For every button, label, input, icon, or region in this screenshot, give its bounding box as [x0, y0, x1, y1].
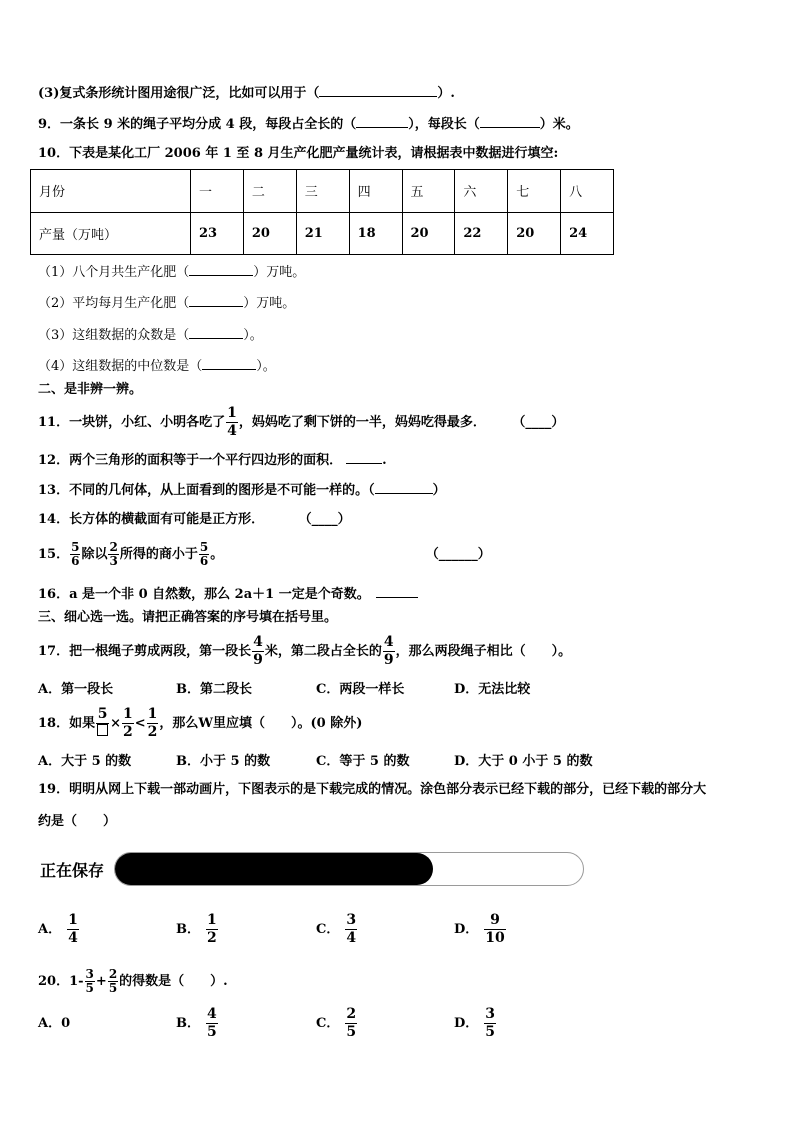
table-cell: 四 — [349, 170, 402, 213]
table-row — [31, 212, 614, 255]
option-b[interactable]: B．小于 5 的数 — [176, 754, 271, 769]
fraction: $\frac{1}{2}$ — [147, 706, 158, 740]
fraction: $\frac{2}{5}$ — [346, 1006, 357, 1040]
table-cell: 三 — [296, 170, 349, 213]
option-a[interactable]: A．第一段长 — [38, 682, 114, 697]
question-11: 11．一块饼，小红、小明各吃了 $\frac{1}{4}$ ，妈妈吃了剩下饼的一半，妈妈吃得最多． （____） — [38, 405, 565, 439]
question-18: 18．如果 5 × $\frac{1}{2}$ < $\frac{1}{2}$ ，那么W里应填（ ）。(0 除外) — [38, 706, 363, 740]
table-cell: 18 — [349, 212, 402, 255]
table-cell: 五 — [402, 170, 455, 213]
fraction: $\frac{2}{3}$ — [109, 540, 118, 568]
option-c[interactable]: C． $\frac{3}{4}$ — [316, 912, 357, 946]
answer-blank[interactable] — [319, 83, 437, 97]
table-cell: 月份 — [31, 170, 191, 213]
fraction: 5 — [96, 706, 109, 741]
download-progress-bar — [114, 852, 584, 886]
table-cell: 24 — [561, 212, 614, 255]
table-cell: 一 — [191, 170, 244, 213]
question-20: 20．1- $\frac{3}{5}$ + $\frac{2}{5}$ 的得数是（ ）. — [38, 967, 228, 995]
table-cell: 八 — [561, 170, 614, 213]
question-19-line1: 19．明明从网上下载一部动画片，下图表示的是下载完成的情况。涂色部分表示已经下载的部分，已经下载的部分大 — [38, 782, 707, 797]
answer-blank[interactable] — [375, 480, 433, 494]
question-10-3: （3）这组数据的众数是（ ）。 — [38, 325, 263, 345]
answer-blank[interactable] — [189, 262, 253, 276]
fraction: $\frac{5}{6}$ — [71, 540, 80, 568]
question-14: 14．长方体的横截面有可能是正方形． （____） — [38, 512, 351, 527]
question-10-1: （1）八个月共生产化肥（ ）万吨。 — [38, 262, 305, 282]
table-cell: 23 — [191, 212, 244, 255]
production-table — [30, 169, 614, 255]
table-cell: 22 — [455, 212, 508, 255]
question-15: 15． $\frac{5}{6}$ 除以 $\frac{2}{3}$ 所得的商小于 $\frac{5}{6}$ 。 （______） — [38, 540, 491, 568]
answer-blank[interactable] — [202, 356, 256, 370]
fraction: $\frac{1}{4}$ — [227, 405, 237, 439]
table-cell: 六 — [455, 170, 508, 213]
option-b[interactable]: B． $\frac{1}{2}$ — [176, 912, 217, 946]
table-header-row — [31, 170, 614, 213]
option-d[interactable]: D．无法比较 — [454, 682, 531, 697]
question-17: 17．把一根绳子剪成两段，第一段长 $\frac{4}{9}$ 米，第二段占全长的 $\frac{4}{9}$ ，那么两段绳子相比（ ）。 — [38, 634, 572, 668]
table-cell: 20 — [508, 212, 561, 255]
fraction: $\frac{5}{6}$ — [199, 540, 209, 568]
option-a[interactable]: A．0 — [38, 1016, 71, 1031]
answer-paren[interactable]: （____） — [512, 415, 565, 430]
fraction: $\frac{3}{5}$ — [85, 967, 94, 995]
option-c[interactable]: C．等于 5 的数 — [316, 754, 410, 769]
option-d[interactable]: D． $\frac{9}{10}$ — [454, 912, 505, 946]
answer-blank[interactable] — [356, 114, 408, 128]
fraction: $\frac{2}{5}$ — [108, 967, 118, 995]
fraction: $\frac{3}{5}$ — [485, 1006, 496, 1040]
option-a[interactable]: A． $\frac{1}{4}$ — [38, 912, 78, 946]
answer-blank[interactable] — [480, 114, 540, 128]
answer-blank[interactable] — [189, 293, 243, 307]
fraction: $\frac{1}{2}$ — [123, 706, 133, 740]
answer-blank[interactable] — [376, 584, 418, 598]
fraction: $\frac{4}{5}$ — [207, 1006, 217, 1040]
blank-square-icon — [97, 724, 108, 736]
question-13: 13．不同的几何体，从上面看到的图形是不可能一样的。（ ） — [38, 480, 446, 500]
download-label: 正在保存 — [40, 861, 105, 880]
table-cell: 产量（万吨） — [31, 212, 191, 255]
answer-blank[interactable] — [189, 325, 243, 339]
table-cell: 21 — [296, 212, 349, 255]
table-cell: 20 — [402, 212, 455, 255]
question-16: 16．a 是一个非 0 自然数，那么 2a＋1 一定是个奇数。 — [38, 584, 418, 604]
option-d[interactable]: D． $\frac{3}{5}$ — [454, 1006, 496, 1040]
section-3-heading: 三、细心选一选。请把正确答案的序号填在括号里。 — [38, 610, 338, 625]
table-cell: 二 — [243, 170, 296, 213]
question-10-intro: 10．下表是某化工厂 2006 年 1 至 8 月生产化肥产量统计表，请根据表中数据进行填空: — [38, 146, 559, 161]
fraction: $\frac{1}{4}$ — [68, 912, 78, 946]
fraction: $\frac{4}{9}$ — [383, 634, 394, 668]
section-2-heading: 二、是非辨一辨。 — [38, 382, 143, 397]
question-10-2: （2）平均每月生产化肥（ ）万吨。 — [38, 293, 295, 313]
option-b[interactable]: B． $\frac{4}{5}$ — [176, 1006, 217, 1040]
option-c[interactable]: C． $\frac{2}{5}$ — [316, 1006, 357, 1040]
fraction: $\frac{4}{9}$ — [253, 634, 263, 668]
option-d[interactable]: D．大于 0 小于 5 的数 — [454, 754, 593, 769]
question-19-line2: 约是（ ） — [38, 814, 117, 829]
option-b[interactable]: B．第二段长 — [176, 682, 252, 697]
question-9: 9．一条长 9 米的绳子平均分成 4 段，每段占全长的（ ），每段长（ ）米。 — [38, 114, 579, 134]
table-cell: 七 — [508, 170, 561, 213]
question-8-3: (3)复式条形统计图用途很广泛，比如可以用于（ ）. — [38, 83, 455, 103]
question-12: 12．两个三角形的面积等于一个平行四边形的面积． . — [38, 450, 387, 470]
option-a[interactable]: A．大于 5 的数 — [38, 754, 132, 769]
fraction: $\frac{1}{2}$ — [207, 912, 217, 946]
question-10-4: （4）这组数据的中位数是（ ）。 — [38, 356, 276, 376]
option-c[interactable]: C．两段一样长 — [316, 682, 405, 697]
fraction: $\frac{3}{4}$ — [346, 912, 357, 946]
table-cell: 20 — [243, 212, 296, 255]
answer-paren[interactable]: （______） — [425, 547, 491, 562]
download-progress-fill — [115, 853, 433, 885]
fraction: $\frac{9}{10}$ — [485, 912, 505, 946]
answer-paren[interactable]: （____） — [298, 512, 351, 527]
answer-blank[interactable] — [346, 450, 382, 464]
